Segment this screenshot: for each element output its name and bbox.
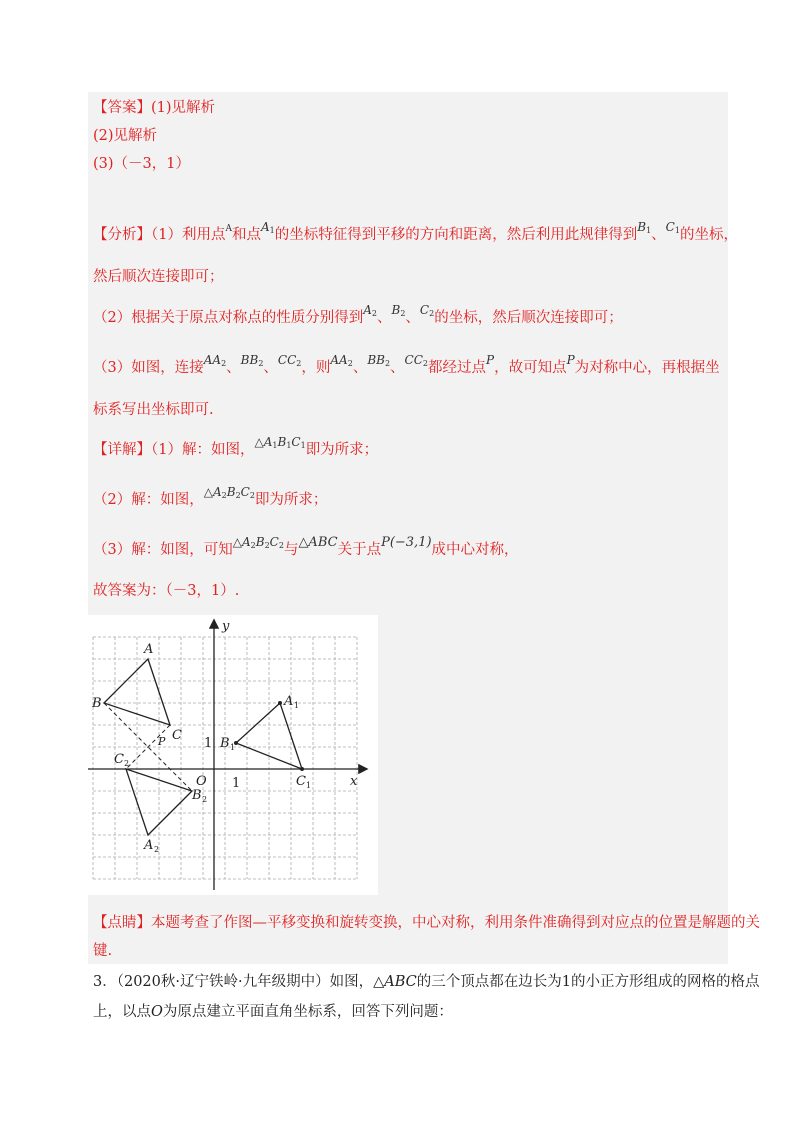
analysis-line-5: 标系写出坐标即可. xyxy=(93,402,214,418)
question-3-line-1: 3．（2020秋·辽宁铁岭·九年级期中）如图，△ABC的三个顶点都在边长为1的小正方形组成的网格的格点 xyxy=(93,974,760,990)
analysis-line-4: （3）如图，连接$^{AA_2}$、$^{BB_2}$、$^{CC_2}$，则$^{AA_2}$、$^{BB_2}$、$^{CC_2}$都经过点$^P$，故可知点$^P$为对称中心，再根据坐 xyxy=(93,353,720,376)
svg-text:C: C xyxy=(172,728,182,743)
figure-labels xyxy=(91,619,358,854)
svg-text:1: 1 xyxy=(294,701,300,710)
svg-text:1: 1 xyxy=(306,781,312,790)
answer-line-1: 【答案】(1)见解析 xyxy=(93,100,216,116)
comment-line-2: 键. xyxy=(93,943,113,959)
svg-text:B: B xyxy=(220,736,230,751)
svg-text:1: 1 xyxy=(230,743,236,752)
point-c1 xyxy=(300,767,304,771)
analysis-line-2: 然后顺次连接即可； xyxy=(93,269,224,285)
detail-line-2: （2）解：如图，$^{\triangle A_2B_2C_2}$即为所求； xyxy=(93,485,328,508)
svg-text:x: x xyxy=(350,774,358,789)
svg-text:2: 2 xyxy=(154,845,160,854)
detail-final: 故答案为：（－3，1）. xyxy=(93,583,240,599)
detail-line-1: 【详解】（1）解：如图，$^{\triangle A_1B_1C_1}$即为所求； xyxy=(93,435,379,458)
analysis-line-3: （2）根据关于原点对称点的性质分别得到$^{A_2}$、$^{B_2}$、$^{C_2}$的坐标，然后顺次连接即可； xyxy=(93,303,623,326)
detail-line-3: （3）解：如图，可知$^{\triangle A_2B_2C_2}$与△ABC关于点P(−3,1)成中心对称， xyxy=(93,535,519,558)
answer-line-3: (3)（－3，1） xyxy=(93,156,190,172)
analysis-line-1: 【分析】（1）利用点$^A$和点$^{A_1}$的坐标特征得到平移的方向和距离，然后利用此规律得到$^{B_1}$、$^{C_1}$的坐标， xyxy=(93,220,738,243)
svg-text:2: 2 xyxy=(202,795,208,804)
svg-text:B: B xyxy=(92,696,102,711)
svg-text:1: 1 xyxy=(232,776,241,791)
coordinate-figure xyxy=(88,615,378,895)
svg-text:C: C xyxy=(296,774,306,789)
svg-text:y: y xyxy=(222,619,230,634)
svg-text:C: C xyxy=(114,752,124,767)
svg-text:A: A xyxy=(144,642,154,657)
coordinate-grid-svg xyxy=(88,615,378,895)
svg-text:A: A xyxy=(144,838,154,853)
comment-line-1: 【点睛】本题考查了作图—平移变换和旋转变换，中心对称，利用条件准确得到对应点的位置是解题的关 xyxy=(93,915,760,931)
svg-text:A: A xyxy=(284,694,294,709)
question-3-line-2: 上，以点O为原点建立平面直角坐标系，回答下列问题： xyxy=(93,1004,453,1020)
svg-text:P: P xyxy=(158,735,166,748)
grid-lines xyxy=(93,637,357,879)
svg-text:1: 1 xyxy=(204,736,213,751)
svg-text:2: 2 xyxy=(124,759,130,768)
svg-text:O: O xyxy=(196,774,207,789)
svg-text:B: B xyxy=(192,788,202,803)
point-a1 xyxy=(278,701,282,705)
answer-line-2: (2)见解析 xyxy=(93,128,158,144)
